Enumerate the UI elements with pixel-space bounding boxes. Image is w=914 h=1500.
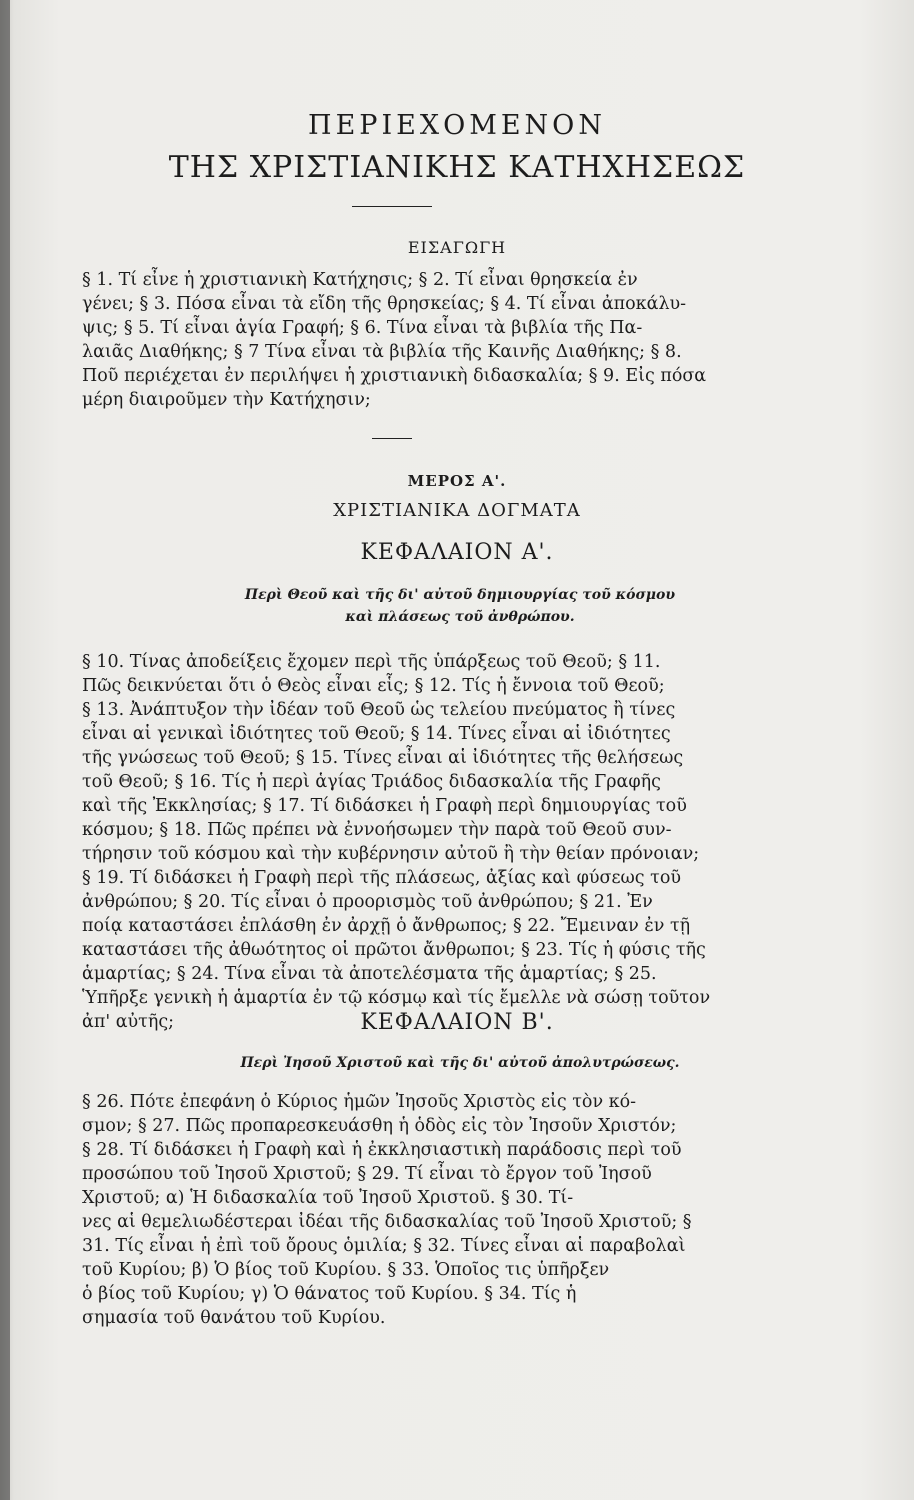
- page-binding-edge: [0, 0, 10, 1500]
- text-line: § 19. Τί διδάσκει ἡ Γραφὴ περὶ τῆς πλάσεως, ἀξίας καὶ φύσεως τοῦ: [82, 868, 682, 888]
- section-divider: [372, 438, 412, 439]
- text-line: ὁ βίος τοῦ Κυρίου; γ) Ὁ θάνατος τοῦ Κυρίου. § 34. Τίς ἡ: [82, 1284, 577, 1304]
- text-line: κόσμου; § 18. Πῶς πρέπει νὰ ἐννοήσωμεν τὴν παρὰ τοῦ Θεοῦ συν-: [82, 820, 672, 840]
- text-line: λαιᾶς Διαθήκης; § 7 Τίνα εἶναι τὰ βιβλία τῆς Καινῆς Διαθήκης; § 8.: [82, 342, 682, 362]
- text-line: σμον; § 27. Πῶς προπαρεσκευάσθη ἡ ὁδὸς εἰς τὸν Ἰησοῦν Χριστόν;: [82, 1116, 677, 1136]
- chapter2-paragraph: [82, 1090, 740, 1330]
- text-line: § 13. Ἀνάπτυξον τὴν ἰδέαν τοῦ Θεοῦ ὡς τελείου πνεύματος ἢ τίνες: [82, 700, 676, 720]
- chapter2-subtitle: Περὶ Ἰησοῦ Χριστοῦ καὶ τῆς δι' αὐτοῦ ἀπολυτρώσεως.: [240, 1055, 680, 1071]
- text-line: ἀπ' αὐτῆς;: [82, 1012, 175, 1032]
- intro-paragraph: [82, 268, 740, 412]
- chapter2-heading: ΚΕΦΑΛΑΙΟΝ Β'.: [360, 1010, 554, 1035]
- page-title: ΠΕΡΙΕΧΟΜΕΝΟΝ: [308, 110, 606, 141]
- text-line: προσώπου τοῦ Ἰησοῦ Χριστοῦ; § 29. Τί εἶναι τὸ ἔργον τοῦ Ἰησοῦ: [82, 1164, 652, 1184]
- subtitle-line: καὶ πλάσεως τοῦ ἀνθρώπου.: [345, 609, 575, 625]
- text-line: 31. Τίς εἶναι ἡ ἐπὶ τοῦ ὄρους ὁμιλία; § 32. Τίνες εἶναι αἱ παραβολαὶ: [82, 1236, 686, 1256]
- text-line: γένει; § 3. Πόσα εἶναι τὰ εἴδη τῆς θρησκείας; § 4. Τί εἶναι ἀποκάλυ-: [82, 294, 687, 314]
- text-line: νες αἱ θεμελιωδέστεραι ἰδέαι τῆς διδασκαλίας τοῦ Ἰησοῦ Χριστοῦ; §: [82, 1212, 692, 1232]
- chapter1-subtitle: [80, 584, 840, 628]
- part-label: ΜΕΡΟΣ Α'.: [407, 472, 507, 490]
- text-line: Χριστοῦ; α) Ἡ διδασκαλία τοῦ Ἰησοῦ Χριστοῦ. § 30. Τί-: [82, 1188, 574, 1208]
- text-line: § 26. Πότε ἐπεφάνη ὁ Κύριος ἡμῶν Ἰησοῦς Χριστὸς εἰς τὸν κό-: [82, 1092, 637, 1112]
- chapter1-heading: ΚΕΦΑΛΑΙΟΝ Α'.: [360, 540, 554, 565]
- text-line: ἁμαρτίας; § 24. Τίνα εἶναι τὰ ἀποτελέσματα τῆς ἁμαρτίας; § 25.: [82, 964, 657, 984]
- text-line: ψις; § 5. Τί εἶναι ἁγία Γραφή; § 6. Τίνα εἶναι τὰ βιβλία τῆς Πα-: [82, 318, 643, 338]
- text-line: ποίᾳ καταστάσει ἐπλάσθη ἐν ἀρχῇ ὁ ἄνθρωπος; § 22. Ἔμειναν ἐν τῇ: [82, 916, 691, 936]
- text-line: Ποῦ περιέχεται ἐν περιλήψει ἡ χριστιανικὴ διδασκαλία; § 9. Εἰς πόσα: [82, 366, 707, 386]
- subtitle-line: Περὶ Θεοῦ καὶ τῆς δι' αὐτοῦ δημιουργίας τοῦ κόσμου: [244, 587, 676, 603]
- text-line: εἶναι αἱ γενικαὶ ἰδιότητες τοῦ Θεοῦ; § 14. Τίνες εἶναι αἱ ἰδιότητες: [82, 724, 671, 744]
- text-line: Ὑπῆρξε γενικὴ ἡ ἁμαρτία ἐν τῷ κόσμῳ καὶ τίς ἔμελλε νὰ σώσῃ τοῦτον: [82, 988, 711, 1008]
- text-line: ἀνθρώπου; § 20. Τίς εἶναι ὁ προορισμὸς τοῦ ἀνθρώπου; § 21. Ἐν: [82, 892, 653, 912]
- text-line: τῆς γνώσεως τοῦ Θεοῦ; § 15. Τίνες εἶναι αἱ ἰδιότητες τῆς θελήσεως: [82, 748, 684, 768]
- text-line: τήρησιν τοῦ κόσμου καὶ τὴν κυβέρνησιν αὐτοῦ ἢ τὴν θείαν πρόνοιαν;: [82, 844, 700, 864]
- text-line: καὶ τῆς Ἐκκλησίας; § 17. Τί διδάσκει ἡ Γραφὴ περὶ δημιουργίας τοῦ: [82, 796, 687, 816]
- text-line: τοῦ Θεοῦ; § 16. Τίς ἡ περὶ ἁγίας Τριάδος διδασκαλία τῆς Γραφῆς: [82, 772, 661, 792]
- text-line: τοῦ Κυρίου; β) Ὁ βίος τοῦ Κυρίου. § 33. Ὁποῖος τις ὑπῆρξεν: [82, 1260, 610, 1280]
- text-line: § 10. Τίνας ἀποδείξεις ἔχομεν περὶ τῆς ὑπάρξεως τοῦ Θεοῦ; § 11.: [82, 652, 661, 672]
- page-subtitle: ΤΗΣ ΧΡΙΣΤΙΑΝΙΚΗΣ ΚΑΤΗΧΗΣΕΩΣ: [168, 150, 746, 185]
- part-title: ΧΡΙΣΤΙΑΝΙΚΑ ΔΟΓΜΑΤΑ: [333, 500, 581, 521]
- chapter1-paragraph: [82, 650, 740, 1034]
- text-line: καταστάσει τῆς ἀθωότητος οἱ πρῶτοι ἄνθρωποι; § 23. Τίς ἡ φύσις τῆς: [82, 940, 706, 960]
- text-line: Πῶς δεικνύεται ὅτι ὁ Θεὸς εἶναι εἷς; § 12. Τίς ἡ ἔννοια τοῦ Θεοῦ;: [82, 676, 665, 696]
- title-divider: [352, 206, 432, 207]
- intro-heading: ΕΙΣΑΓΩΓΗ: [407, 238, 507, 257]
- text-line: σημασία τοῦ θανάτου τοῦ Κυρίου.: [82, 1308, 386, 1328]
- text-line: § 28. Τί διδάσκει ἡ Γραφὴ καὶ ἡ ἐκκλησιαστικὴ παράδοσις περὶ τοῦ: [82, 1140, 682, 1160]
- text-line: § 1. Τί εἶνε ἡ χριστιανικὴ Κατήχησις; § 2. Τί εἶναι θρησκεία ἐν: [82, 270, 638, 290]
- text-line: μέρη διαιροῦμεν τὴν Κατήχησιν;: [82, 390, 371, 410]
